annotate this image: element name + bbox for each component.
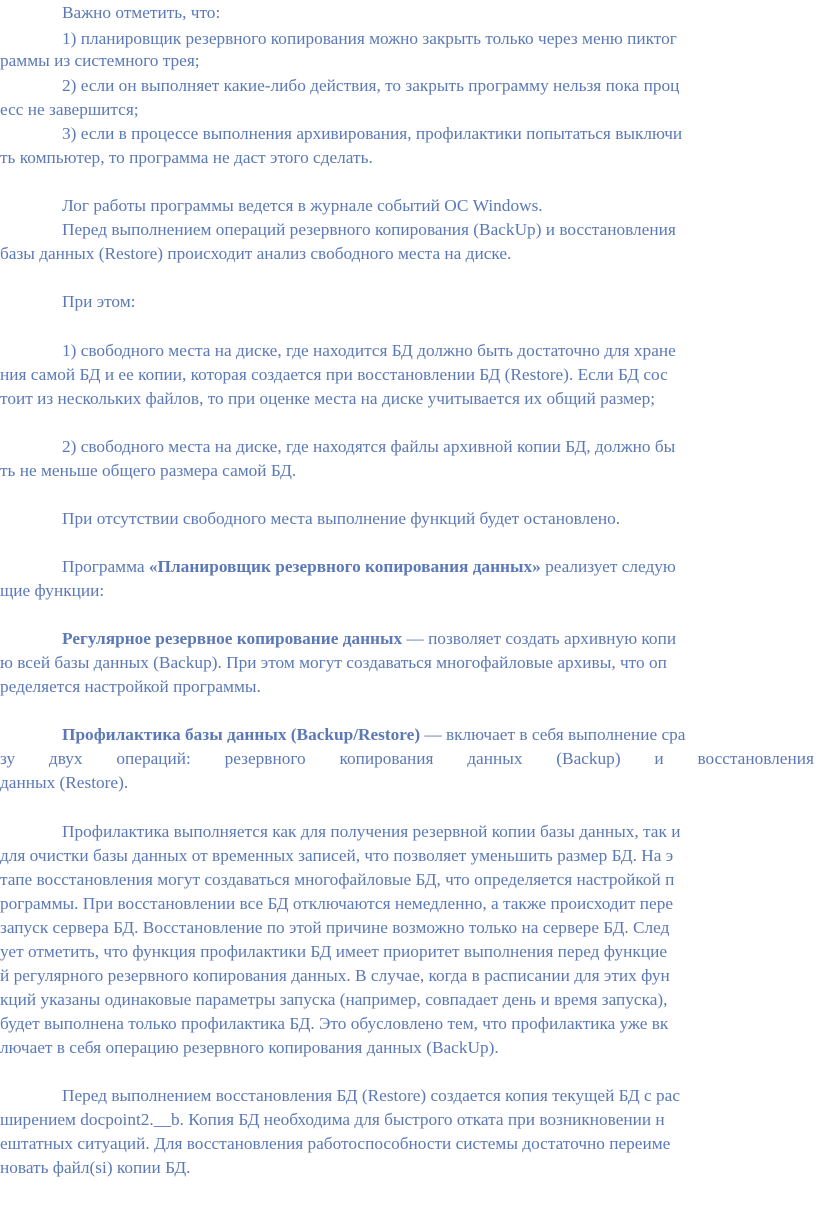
text-line [62,724,685,746]
text-line: запуск сервера БД. Восстановление по этой причине возможно только на сервере БД. След [0,918,670,937]
word: данных [467,749,523,768]
term-maintenance: Профилактика базы данных (Backup/Restore) [62,725,421,744]
text-line: базы данных (Restore) происходит анализ свободного места на диске. [0,244,512,263]
text-line: При отсутствии свободного места выполнение функций будет остановлено. [62,509,621,528]
text-line: рограммы. При восстановлении все БД отключаются немедленно, а также происходит пере [0,894,674,913]
text-line: 1) свободного места на диске, где находится БД должно быть достаточно для хране [62,341,676,360]
text-run: — позволяет создать архивную копи [402,629,677,648]
term-backup: Регулярное резервное копирование данных [62,629,403,648]
text-line: для очистки базы данных от временных записей, что позволяет уменьшить размер БД. На э [0,846,674,865]
text-line: Перед выполнением восстановления БД (Restore) создается копия текущей БД с рас [62,1086,680,1105]
text-line: есс не завершится; [0,100,139,119]
word: операций: [116,749,191,768]
text-line: Перед выполнением операций резервного копирования (BackUp) и восстановления [62,220,676,239]
text-line: будет выполнена только профилактика БД. Это обусловлено тем, что профилактика уже вк [0,1014,669,1033]
text-line: й регулярного резервного копирования данных. В случае, когда в расписании для этих фун [0,966,670,985]
word: (Backup) [556,749,621,768]
text-line: ть компьютер, то программа не даст этого сделать. [0,148,373,167]
word: копирования [339,749,434,768]
text-line: тапе восстановления могут создаваться многофайловые БД, что определяется настройкой п [0,870,675,889]
text-line: лючает в себя операцию резервного копирования данных (BackUp). [0,1038,499,1057]
text-line: Важно отметить, что: [62,3,221,22]
text-line: 2) свободного места на диске, где находятся файлы архивной копии БД, должно бы [62,437,676,456]
word: зу [0,749,16,768]
text-line: тоит из нескольких файлов, то при оценке места на диске учитывается их общий размер; [0,389,656,408]
text-line [62,628,676,650]
text-line: ределяется настройкой программы. [0,677,261,696]
text-line: ния самой БД и ее копии, которая создается при восстановлении БД (Restore). Если БД сос [0,365,668,384]
word: и [654,749,664,768]
text-line: ширением docpoint2.__b. Копия БД необходима для быстрого отката при возникновении н [0,1110,665,1129]
text-line: новать файл(si) копии БД. [0,1158,191,1177]
word: резервного [224,749,306,768]
text-line: 1) планировщик резервного копирования можно закрыть только через меню пиктог [62,29,677,48]
justified-line [0,748,814,770]
text-line: Лог работы программы ведется в журнале событий ОС Windows. [62,196,543,215]
text-line: раммы из системного трея; [0,51,200,70]
text-line: ю всей базы данных (Backup). При этом могут создаваться многофайловые архивы, что оп [0,653,667,672]
text-run: реализует следую [540,557,676,576]
text-line: ует отметить, что функция профилактики БД имеет приоритет выполнения перед функцие [0,942,667,961]
text-line: При этом: [62,292,136,311]
word: восстановления [697,749,814,768]
text-line: 2) если он выполняет какие-либо действия, то закрыть программу нельзя пока проц [62,76,680,95]
text-line: щие функции: [0,581,105,600]
text-line: данных (Restore). [0,773,129,792]
text-run: Программа [62,557,149,576]
word: двух [48,749,83,768]
text-line [62,556,676,578]
text-line: 3) если в процессе выполнения архивирования, профилактики попытаться выключи [62,124,683,143]
program-name: «Планировщик резервного копирования данных» [148,557,541,576]
text-run: — включает в себя выполнение сра [420,725,686,744]
text-line: ештатных ситуаций. Для восстановления работоспособности системы достаточно переиме [0,1134,671,1153]
text-line: Профилактика выполняется как для получения резервной копии базы данных, так и [62,822,681,841]
text-line: ть не меньше общего размера самой БД. [0,461,297,480]
text-line: кций указаны одинаковые параметры запуска (например, совпадает день и время запуска), [0,990,668,1009]
